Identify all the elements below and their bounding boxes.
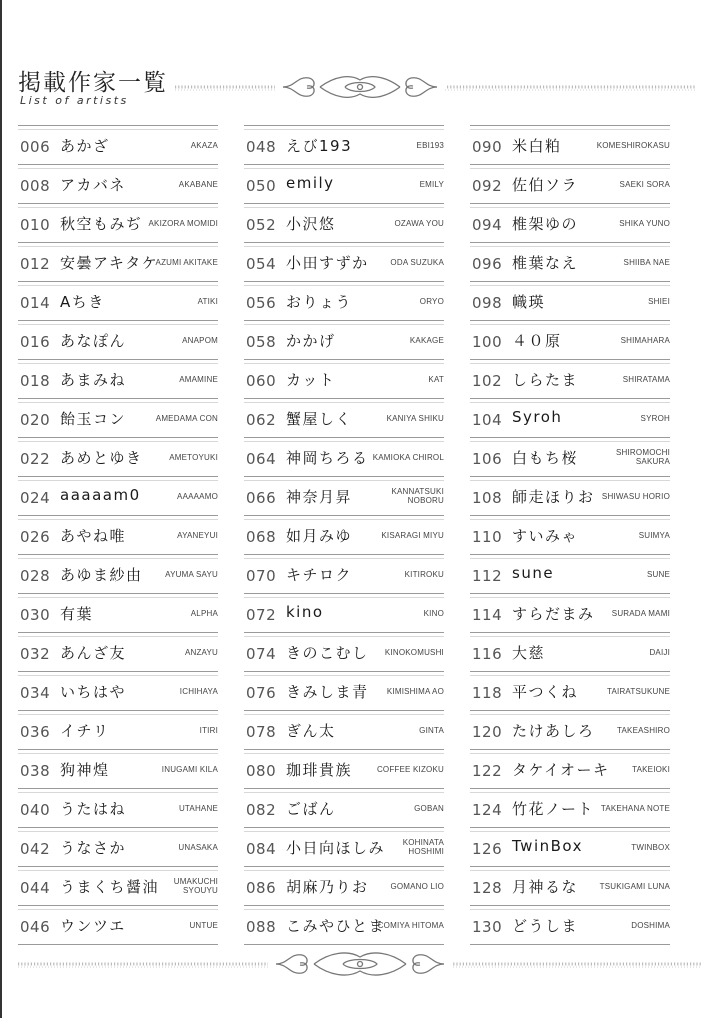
artist-entry: [18, 515, 218, 554]
artist-romaji: UTAHANE: [178, 803, 218, 813]
artist-entry: [244, 554, 444, 593]
artist-entry: [244, 710, 444, 749]
artist-romaji: TWINBOX: [631, 842, 670, 852]
artist-romaji: TAKEIOKI: [632, 764, 670, 774]
page-number: 070: [246, 567, 277, 585]
page-number: 100: [472, 333, 503, 351]
page-number: 090: [472, 138, 503, 156]
artist-entry: [244, 437, 444, 476]
artist-entry: [470, 749, 670, 788]
artist-name: うまくち醤油: [60, 878, 160, 896]
artist-romaji: COMIYA HITOMA: [377, 920, 444, 930]
artist-entry: [244, 749, 444, 788]
entry-separator: [18, 909, 218, 910]
artist-name: あんざ友: [60, 644, 127, 662]
artist-entry: [244, 788, 444, 827]
artist-name: あかざ: [60, 137, 110, 155]
page-number: 066: [246, 489, 277, 507]
artist-romaji: SHIKA YUNO: [619, 218, 670, 228]
artist-name: カット: [286, 371, 336, 389]
artist-romaji: SYROH: [640, 413, 670, 423]
artist-entry: [470, 866, 670, 905]
page-number: 128: [472, 879, 503, 897]
artist-romaji: SURADA MAMI: [611, 608, 670, 618]
entry-separator: [18, 285, 218, 286]
artist-entry: [18, 242, 218, 281]
page-number: 110: [472, 528, 503, 546]
page-number: 040: [20, 801, 51, 819]
artist-name: いちはや: [60, 683, 127, 701]
artist-entry: [18, 671, 218, 710]
page-number: 108: [472, 489, 503, 507]
artist-entry: [18, 398, 218, 437]
page-number: 120: [472, 723, 503, 741]
artist-name: 珈琲貴族: [286, 761, 353, 779]
artist-name: 椎葉なえ: [512, 254, 579, 272]
page-number: 098: [472, 294, 503, 312]
artist-romaji: AYUMA SAYU: [165, 569, 218, 579]
page-number: 010: [20, 216, 51, 234]
artist-romaji: KAKAGE: [409, 335, 444, 345]
artist-name: 神奈月昇: [286, 488, 353, 506]
page-subtitle: List of artists: [20, 94, 129, 107]
page-number: 106: [472, 450, 503, 468]
artist-romaji: KOHINATA HOSHIMI: [402, 838, 444, 856]
page-number: 008: [20, 177, 51, 195]
artist-name: 大慈: [512, 644, 546, 662]
artist-entry: [18, 749, 218, 788]
page-number: 130: [472, 918, 503, 936]
artist-name: 月神るな: [512, 878, 579, 896]
page-number: 112: [472, 567, 503, 585]
artist-name: きのこむし: [286, 644, 369, 662]
artist-romaji: KOMESHIROKASU: [596, 140, 670, 150]
artist-romaji: AMEDAMA CON: [155, 413, 218, 423]
artist-name: おりょう: [286, 293, 353, 311]
artist-entry: [18, 320, 218, 359]
page-number: 006: [20, 138, 51, 156]
artist-entry: [244, 320, 444, 359]
artist-romaji: ITIRI: [199, 725, 218, 735]
artist-entry: [18, 437, 218, 476]
artist-romaji: KANIYA SHIKU: [386, 413, 444, 423]
artist-entry: [18, 827, 218, 866]
page-number: 114: [472, 606, 503, 624]
page-number: 044: [20, 879, 51, 897]
page-number: 014: [20, 294, 51, 312]
page-number: 088: [246, 918, 277, 936]
artist-entry: [470, 125, 670, 164]
artist-name: 小沢悠: [286, 215, 336, 233]
page-number: 082: [246, 801, 277, 819]
artist-name: かかげ: [286, 332, 336, 350]
artist-entry: [244, 593, 444, 632]
artist-romaji: SHIIBA NAE: [623, 257, 670, 267]
artist-name: うたはね: [60, 800, 127, 818]
artist-romaji: ICHIHAYA: [179, 686, 218, 696]
artist-entry: [470, 281, 670, 320]
artist-name: 幟瑛: [512, 293, 546, 311]
artist-entry: [470, 671, 670, 710]
artist-entry: [470, 710, 670, 749]
artist-entry: [470, 515, 670, 554]
artist-column-3: [470, 125, 670, 945]
artist-name: 師走ほりお: [512, 488, 595, 506]
artist-romaji: AYANEYUI: [177, 530, 218, 540]
entry-separator: [244, 285, 444, 286]
artist-entry: [244, 476, 444, 515]
page-number: 028: [20, 567, 51, 585]
artist-romaji: OZAWA YOU: [394, 218, 444, 228]
artist-name: えび193: [286, 137, 353, 155]
page-number: 046: [20, 918, 51, 936]
artist-entry: [244, 281, 444, 320]
entry-separator: [18, 129, 218, 130]
artist-name: 米白粕: [512, 137, 562, 155]
page-number: 074: [246, 645, 277, 663]
artist-entry: [18, 125, 218, 164]
artist-romaji: SHIRATAMA: [622, 374, 670, 384]
page-number: 024: [20, 489, 51, 507]
artist-entry: [470, 827, 670, 866]
artist-romaji: ANAPOM: [182, 335, 218, 345]
artist-entry: [470, 632, 670, 671]
entry-separator: [244, 168, 444, 169]
artist-romaji: ANZAYU: [184, 647, 218, 657]
artist-column-2: [244, 125, 444, 945]
artist-romaji: COFFEE KIZOKU: [376, 764, 444, 774]
page-number: 026: [20, 528, 51, 546]
artist-name: あゆま紗由: [60, 566, 143, 584]
page-number: 032: [20, 645, 51, 663]
artist-name: 白もち桜: [512, 449, 579, 467]
artist-name: たけあしろ: [512, 722, 595, 740]
flourish-ornament-top: [175, 66, 695, 108]
artist-name: Syroh: [512, 408, 563, 426]
artist-romaji: GINTA: [419, 725, 444, 735]
artist-entry: [470, 593, 670, 632]
artist-entry: [470, 359, 670, 398]
artist-romaji: SUIMYA: [638, 530, 670, 540]
artist-entry: [244, 632, 444, 671]
artist-romaji: ODA SUZUKA: [390, 257, 444, 267]
artist-romaji: TSUKIGAMI LUNA: [599, 881, 670, 891]
artist-romaji: TAIRATSUKUNE: [607, 686, 670, 696]
page-number: 078: [246, 723, 277, 741]
artist-name: 狗神煌: [60, 761, 110, 779]
page-number: 122: [472, 762, 503, 780]
artist-entry: [470, 164, 670, 203]
artist-entry: [470, 554, 670, 593]
artist-romaji: GOMANO LIO: [390, 881, 444, 891]
page-number: 012: [20, 255, 51, 273]
artist-entry: [244, 242, 444, 281]
artist-name: TwinBox: [512, 837, 584, 855]
entry-separator: [244, 363, 444, 364]
page-number: 054: [246, 255, 277, 273]
page-number: 020: [20, 411, 51, 429]
page-number: 116: [472, 645, 503, 663]
artist-name: こみやひとま: [286, 917, 386, 935]
artist-romaji: AKAZA: [190, 140, 218, 150]
page-number: 118: [472, 684, 503, 702]
artist-romaji: EMILY: [419, 179, 444, 189]
artist-entry: [18, 281, 218, 320]
page-number: 050: [246, 177, 277, 195]
artist-entry: [470, 203, 670, 242]
artist-name: emily: [286, 174, 335, 192]
artist-romaji: KAMIOKA CHIROL: [372, 452, 444, 462]
artist-entry: [470, 242, 670, 281]
entry-separator: [244, 714, 444, 715]
page-number: 072: [246, 606, 277, 624]
artist-romaji: AZUMI AKITAKE: [155, 257, 218, 267]
page-number: 034: [20, 684, 51, 702]
artist-romaji: UMAKUCHI SYOUYU: [173, 877, 218, 895]
artist-romaji: UNASAKA: [178, 842, 218, 852]
artist-romaji: SHIEI: [648, 296, 670, 306]
page-number: 056: [246, 294, 277, 312]
artist-romaji: AKABANE: [178, 179, 218, 189]
page-number: 084: [246, 840, 277, 858]
artist-name: ぎん太: [286, 722, 336, 740]
artist-romaji: DOSHIMA: [631, 920, 670, 930]
artist-romaji: TAKEASHIRO: [617, 725, 670, 735]
artist-romaji: SUNE: [646, 569, 670, 579]
artist-entry: [18, 866, 218, 905]
page-number: 068: [246, 528, 277, 546]
artist-romaji: DAIJI: [649, 647, 670, 657]
artist-romaji: SHIWASU HORIO: [601, 491, 670, 501]
page-number: 102: [472, 372, 503, 390]
page-number: 076: [246, 684, 277, 702]
artist-romaji: EBI193: [416, 140, 444, 150]
artist-romaji: KINOKOMUSHI: [384, 647, 444, 657]
artist-entry: [470, 320, 670, 359]
artist-name: きみしま青: [286, 683, 369, 701]
artist-name: 平つくね: [512, 683, 579, 701]
page-number: 064: [246, 450, 277, 468]
artist-romaji: KAT: [428, 374, 444, 384]
artist-entry: [244, 359, 444, 398]
artist-name: アカバネ: [60, 176, 126, 194]
artist-name: 胡麻乃りお: [286, 878, 369, 896]
artist-romaji: ALPHA: [190, 608, 218, 618]
artist-entry: [18, 593, 218, 632]
artist-name: 秋空もみぢ: [60, 215, 143, 233]
artist-name: 竹花ノート: [512, 800, 595, 818]
entry-separator: [470, 285, 670, 286]
entry-separator: [244, 597, 444, 598]
artist-entry: [470, 437, 670, 476]
artist-name: sune: [512, 564, 555, 582]
artist-entry: [244, 164, 444, 203]
page-number: 058: [246, 333, 277, 351]
artist-romaji: AAAAAMO: [177, 491, 218, 501]
artist-name: 小田すずか: [286, 254, 369, 272]
artist-entry: [244, 905, 444, 945]
artist-romaji: SAEKI SORA: [619, 179, 670, 189]
page-edge-rule: [0, 0, 2, 1018]
artist-romaji: ATIKI: [197, 296, 218, 306]
artist-name: あめとゆき: [60, 449, 143, 467]
artist-name: 小日向ほしみ: [286, 839, 386, 857]
artist-romaji: SHIROMOCHI SAKURA: [616, 448, 670, 466]
flourish-ornament-bottom: [18, 944, 702, 984]
page-number: 048: [246, 138, 277, 156]
page-number: 086: [246, 879, 277, 897]
page-number: 042: [20, 840, 51, 858]
artist-name: 有葉: [60, 605, 94, 623]
artist-name: すらだまみ: [512, 605, 595, 623]
page-number: 022: [20, 450, 51, 468]
artist-entry: [244, 398, 444, 437]
page-number: 016: [20, 333, 51, 351]
artist-name: うなさか: [60, 839, 127, 857]
artist-entry: [18, 710, 218, 749]
artist-column-1: [18, 125, 218, 945]
artist-entry: [244, 671, 444, 710]
artist-entry: [18, 905, 218, 945]
artist-romaji: INUGAMI KILA: [161, 764, 218, 774]
artist-romaji: AMAMINE: [179, 374, 218, 384]
page-number: 092: [472, 177, 503, 195]
artist-name: ごばん: [286, 800, 336, 818]
artist-name: すいみゃ: [512, 527, 579, 545]
artist-name: しらたま: [512, 371, 579, 389]
artist-name: 蟹屋しく: [286, 410, 353, 428]
artist-entry: [244, 827, 444, 866]
artist-name: イチリ: [60, 722, 110, 740]
page-number: 038: [20, 762, 51, 780]
page-number: 096: [472, 255, 503, 273]
page-number: 030: [20, 606, 51, 624]
artist-name: Aちき: [60, 293, 105, 311]
artist-romaji: AMETOYUKI: [169, 452, 218, 462]
artist-entry: [18, 476, 218, 515]
artist-entry: [18, 554, 218, 593]
artist-name: あまみね: [60, 371, 127, 389]
artist-name: 安曇アキタケ: [60, 254, 159, 272]
artist-romaji: KISARAGI MIYU: [381, 530, 444, 540]
artist-entry: [244, 125, 444, 164]
artist-romaji: AKIZORA MOMIDI: [148, 218, 218, 228]
page-number: 036: [20, 723, 51, 741]
page-number: 104: [472, 411, 503, 429]
artist-name: 佐伯ソラ: [512, 176, 579, 194]
artist-romaji: GOBAN: [414, 803, 444, 813]
artist-romaji: KANNATSUKI NOBORU: [391, 487, 444, 505]
artist-name: キチロク: [286, 566, 353, 584]
artist-entry: [18, 632, 218, 671]
artist-entry: [470, 788, 670, 827]
artist-entry: [244, 515, 444, 554]
artist-entry: [470, 476, 670, 515]
page-number: 080: [246, 762, 277, 780]
page-title: 掲載作家一覧: [18, 70, 168, 96]
page-number: 124: [472, 801, 503, 819]
artist-entry: [18, 359, 218, 398]
artist-name: 椎架ゆの: [512, 215, 579, 233]
artist-name: 如月みゆ: [286, 527, 353, 545]
page-number: 060: [246, 372, 277, 390]
artist-name: あやね唯: [60, 527, 127, 545]
artist-name: どうしま: [512, 917, 579, 935]
artist-name: 神岡ちろる: [286, 449, 369, 467]
artist-name: aaaaam0: [60, 486, 141, 504]
artist-name: kino: [286, 603, 324, 621]
artist-romaji: UNTUE: [189, 920, 218, 930]
entry-separator: [244, 129, 444, 130]
page-number: 126: [472, 840, 503, 858]
artist-romaji: KITIROKU: [404, 569, 444, 579]
entry-separator: [18, 714, 218, 715]
entry-separator: [470, 558, 670, 559]
artist-entry: [18, 164, 218, 203]
entry-separator: [470, 636, 670, 637]
page-number: 094: [472, 216, 503, 234]
artist-name: ４０原: [512, 332, 562, 350]
artist-entry: [244, 866, 444, 905]
page-number: 018: [20, 372, 51, 390]
artist-name: ウンツエ: [60, 917, 126, 935]
artist-romaji: KIMISHIMA AO: [386, 686, 444, 696]
artist-entry: [470, 905, 670, 945]
artist-romaji: KINO: [423, 608, 444, 618]
artist-romaji: ORYO: [419, 296, 444, 306]
entry-separator: [18, 597, 218, 598]
artist-romaji: TAKEHANA NOTE: [600, 803, 670, 813]
artist-name: あなぽん: [60, 332, 127, 350]
artist-entry: [470, 398, 670, 437]
artist-entry: [244, 203, 444, 242]
artist-entry: [18, 203, 218, 242]
artist-name: タケイオーキ: [512, 761, 610, 779]
page-number: 062: [246, 411, 277, 429]
artist-entry: [18, 788, 218, 827]
artist-romaji: SHIMAHARA: [620, 335, 670, 345]
page-number: 052: [246, 216, 277, 234]
artist-name: 飴玉コン: [60, 410, 127, 428]
